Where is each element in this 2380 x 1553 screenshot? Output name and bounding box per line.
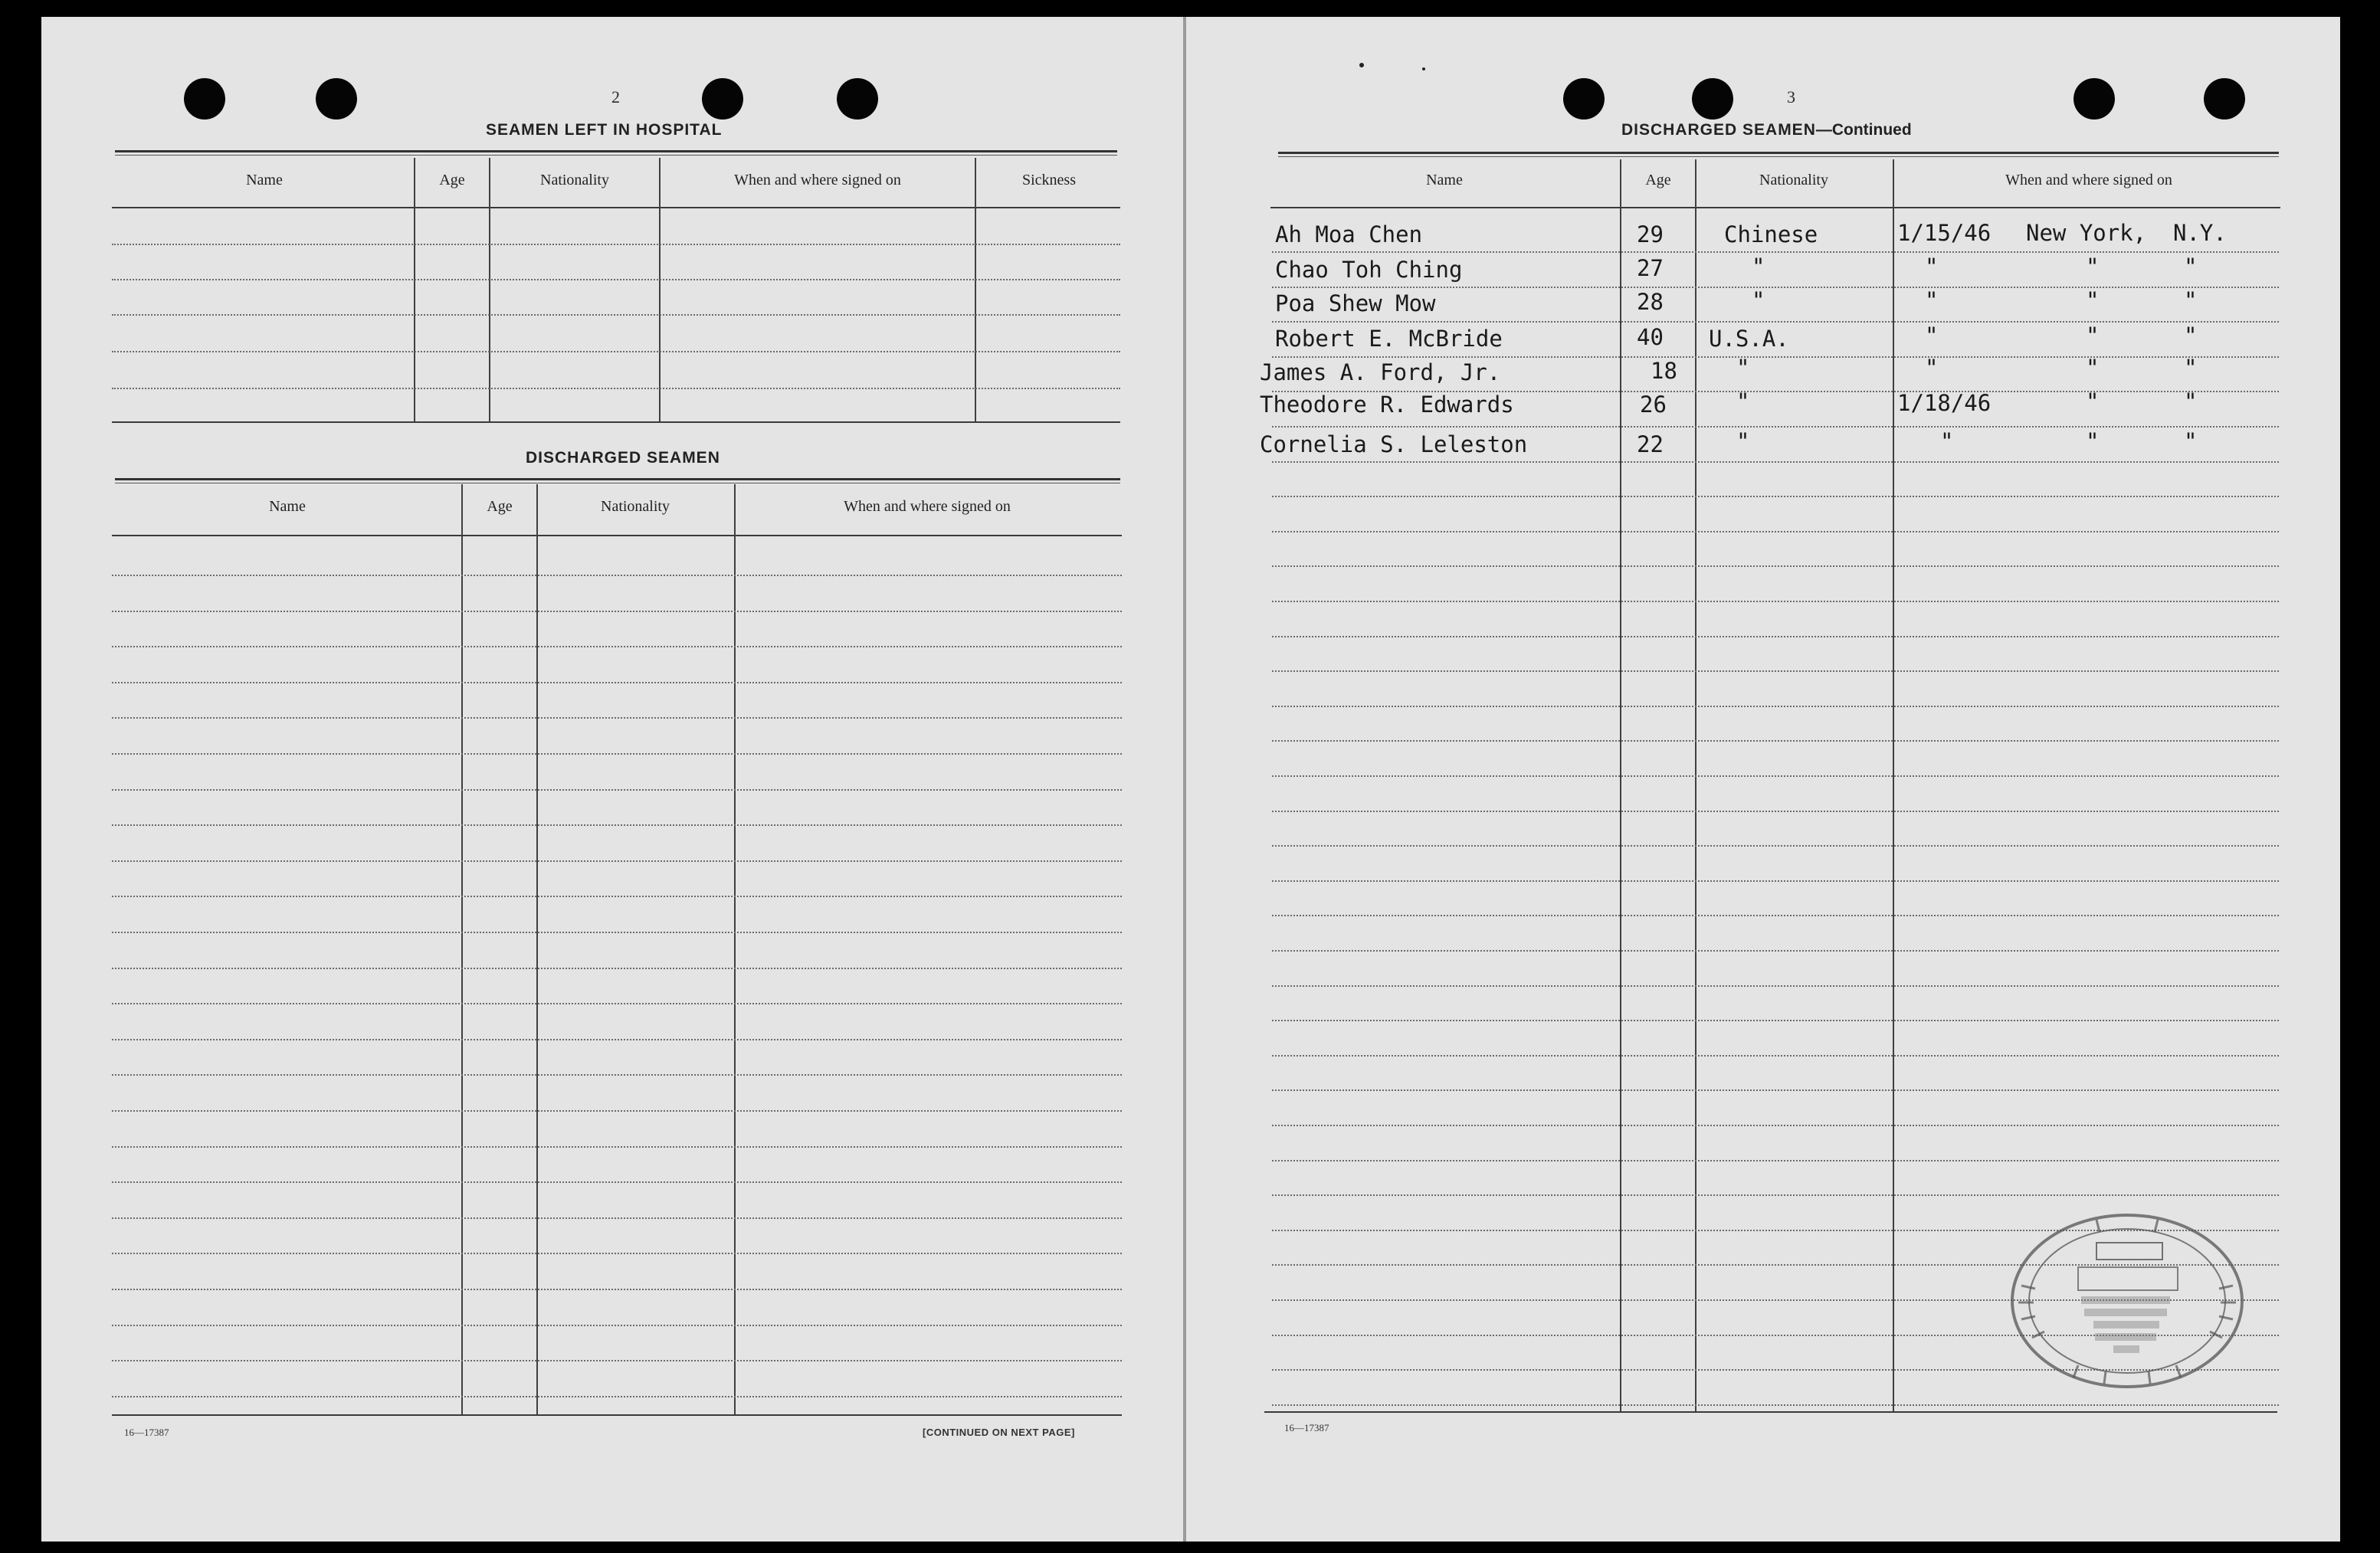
ruled-line <box>1272 636 2279 637</box>
seaman-name: Cornelia S. Leleston <box>1260 431 1528 457</box>
seaman-date: 1/15/46 <box>1897 220 1992 246</box>
right-col-divider <box>1620 159 1621 1413</box>
discharged-header-rule <box>112 535 1122 536</box>
ruled-line <box>112 1039 1122 1040</box>
ruled-line <box>1272 426 2279 428</box>
ditto-mark: " <box>1736 428 1750 454</box>
ruled-line <box>112 1360 1122 1361</box>
punch-hole <box>837 78 878 120</box>
ruled-line <box>1272 740 2279 742</box>
ditto-mark: " <box>2086 323 2100 349</box>
ruled-line <box>1272 1089 2279 1091</box>
ditto-mark: " <box>2184 355 2198 381</box>
right-col-divider <box>1695 159 1696 1413</box>
seaman-name: Chao Toh Ching <box>1275 257 1463 283</box>
seaman-age: 18 <box>1651 358 1677 384</box>
seaman-nationality: Chinese <box>1724 221 1818 247</box>
ruled-line <box>1272 845 2279 847</box>
ditto-mark: " <box>2184 388 2198 414</box>
ditto-mark: " <box>2184 287 2198 313</box>
page-fold <box>1183 17 1186 1542</box>
ruled-line <box>112 646 1122 647</box>
ditto-mark: " <box>2086 254 2100 280</box>
ditto-mark: " <box>1752 287 1765 313</box>
right-col-name: Name <box>1426 172 1463 188</box>
ruled-line <box>112 1289 1122 1290</box>
ruled-line <box>1272 706 2279 707</box>
seaman-age: 28 <box>1637 289 1664 315</box>
ruled-line <box>1272 601 2279 602</box>
ditto-mark: " <box>2086 388 2100 414</box>
ruled-line <box>112 1110 1122 1112</box>
hospital-col-divider <box>489 158 490 423</box>
hospital-header-rule <box>112 207 1120 208</box>
discharged-col-divider <box>734 484 736 1414</box>
title-main: DISCHARGED SEAMEN <box>1621 121 1816 139</box>
left-page <box>41 17 1183 1542</box>
seaman-state: N.Y. <box>2173 220 2227 246</box>
ruled-line <box>112 1181 1122 1183</box>
seaman-age: 40 <box>1637 324 1664 350</box>
right-top-rule <box>1278 152 2279 157</box>
ruled-line <box>1272 1160 2279 1161</box>
ruled-line <box>112 575 1122 576</box>
ditto-mark: " <box>1925 355 1939 381</box>
seaman-date: 1/18/46 <box>1897 390 1992 416</box>
discharged-col-divider <box>461 484 463 1414</box>
seaman-name: Poa Shew Mow <box>1275 290 1436 316</box>
hospital-col-name: Name <box>246 172 283 188</box>
punch-hole <box>184 78 225 120</box>
hospital-row-line <box>112 244 1120 245</box>
right-bottom-rule <box>1264 1411 2277 1413</box>
hospital-col-divider <box>414 158 415 423</box>
ditto-mark: " <box>1940 428 1954 454</box>
ruled-line <box>112 717 1122 719</box>
ruled-line <box>112 611 1122 612</box>
ditto-mark: " <box>2184 254 2198 280</box>
punch-hole <box>1692 78 1733 120</box>
discharged-top-rule <box>115 478 1120 483</box>
ruled-line <box>1272 461 2279 463</box>
received-stamp <box>2005 1203 2250 1394</box>
ruled-line <box>1272 811 2279 812</box>
seaman-age: 26 <box>1640 392 1667 418</box>
seaman-age: 29 <box>1637 221 1664 247</box>
punch-hole <box>2073 78 2115 120</box>
discharged-col-nationality: Nationality <box>601 498 670 515</box>
discharged-col-divider <box>536 484 538 1414</box>
discharged-col-name: Name <box>269 498 306 515</box>
ink-speck <box>1422 67 1425 70</box>
ruled-line <box>112 1253 1122 1254</box>
ditto-mark: " <box>1736 388 1750 414</box>
ditto-mark: " <box>2086 355 2100 381</box>
discharged-col-signed-on: When and where signed on <box>844 498 1011 515</box>
discharged-continued-title <box>1621 121 1912 139</box>
page-number-right: 3 <box>1787 87 1795 106</box>
ditto-mark: " <box>1752 254 1765 280</box>
ruled-line <box>1272 985 2279 987</box>
hospital-section-title: SEAMEN LEFT IN HOSPITAL <box>486 121 723 139</box>
right-col-signed-on: When and where signed on <box>2005 172 2172 188</box>
discharged-col-age: Age <box>487 498 513 515</box>
ruled-line <box>112 860 1122 862</box>
ruled-line <box>112 1074 1122 1076</box>
ruled-line <box>112 896 1122 897</box>
form-number-left: 16—17387 <box>124 1427 169 1438</box>
ruled-line <box>1272 915 2279 916</box>
ruled-line <box>1272 1194 2279 1196</box>
punch-hole <box>702 78 743 120</box>
hospital-col-divider <box>975 158 976 423</box>
hospital-col-sickness: Sickness <box>1022 172 1076 188</box>
ditto-mark: " <box>1925 323 1939 349</box>
ruled-line <box>1272 565 2279 567</box>
seaman-name: Theodore R. Edwards <box>1260 392 1514 418</box>
hospital-col-signed-on: When and where signed on <box>734 172 901 188</box>
punch-hole <box>2204 78 2245 120</box>
hospital-col-age: Age <box>439 172 465 188</box>
continued-note: [CONTINUED ON NEXT PAGE] <box>923 1427 1075 1438</box>
ruled-line <box>112 968 1122 969</box>
hospital-col-nationality: Nationality <box>540 172 609 188</box>
ruled-line <box>1272 670 2279 672</box>
hospital-top-rule <box>115 150 1117 156</box>
ruled-line <box>1272 531 2279 532</box>
seaman-age: 27 <box>1637 255 1664 281</box>
ruled-line <box>1272 1055 2279 1057</box>
ditto-mark: " <box>1925 254 1939 280</box>
ruled-line <box>1272 287 2279 288</box>
discharged-bottom-rule <box>112 1414 1122 1416</box>
ruled-line <box>112 1146 1122 1148</box>
hospital-row-line <box>112 351 1120 352</box>
right-col-divider <box>1893 159 1894 1413</box>
punch-hole <box>1563 78 1605 120</box>
ruled-line <box>1272 775 2279 777</box>
hospital-bottom-rule <box>112 421 1120 423</box>
seaman-age: 22 <box>1637 431 1664 457</box>
ditto-mark: " <box>2086 428 2100 454</box>
seaman-name: Robert E. McBride <box>1275 326 1503 352</box>
ruled-line <box>1272 1020 2279 1021</box>
ruled-line <box>112 1325 1122 1326</box>
ruled-line <box>112 682 1122 683</box>
ruled-line <box>112 824 1122 826</box>
ditto-mark: " <box>1925 287 1939 313</box>
ink-speck <box>1359 63 1364 67</box>
seaman-name: James A. Ford, Jr. <box>1260 359 1501 385</box>
ditto-mark: " <box>2184 428 2198 454</box>
seaman-place: New York, <box>2026 220 2147 246</box>
hospital-row-line <box>112 388 1120 389</box>
form-number-right: 16—17387 <box>1284 1422 1329 1433</box>
right-header-rule <box>1270 207 2280 208</box>
ruled-line <box>112 1396 1122 1397</box>
ruled-line <box>1272 356 2279 358</box>
ruled-line <box>112 932 1122 933</box>
ruled-line <box>1272 1125 2279 1126</box>
ruled-line <box>1272 1404 2279 1406</box>
discharged-section-title: DISCHARGED SEAMEN <box>526 449 720 467</box>
ruled-line <box>1272 496 2279 497</box>
ditto-mark: " <box>1736 355 1750 381</box>
ditto-mark: " <box>2086 287 2100 313</box>
hospital-col-divider <box>659 158 661 423</box>
ditto-mark: " <box>2184 323 2198 349</box>
ruled-line <box>1272 950 2279 952</box>
seaman-name: Ah Moa Chen <box>1275 221 1423 247</box>
ruled-line <box>1272 251 2279 253</box>
ruled-line <box>1272 321 2279 323</box>
ruled-line <box>112 1217 1122 1219</box>
punch-hole <box>316 78 357 120</box>
ruled-line <box>112 789 1122 791</box>
ruled-line <box>112 1003 1122 1004</box>
right-col-nationality: Nationality <box>1759 172 1828 188</box>
right-col-age: Age <box>1645 172 1671 188</box>
hospital-row-line <box>112 314 1120 316</box>
ruled-line <box>112 753 1122 755</box>
ruled-line <box>1272 880 2279 882</box>
page-number-left: 2 <box>611 87 620 106</box>
seaman-nationality: U.S.A. <box>1709 326 1789 352</box>
hospital-row-line <box>112 279 1120 280</box>
title-continued: —Continued <box>1815 121 1912 139</box>
